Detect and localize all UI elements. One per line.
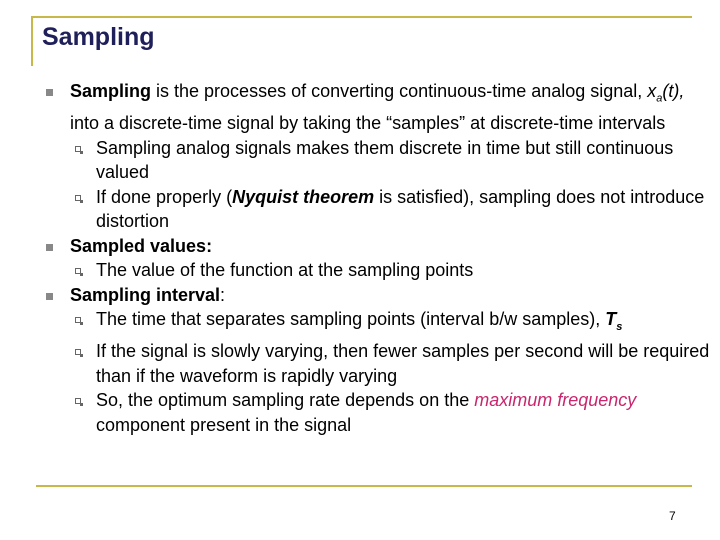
square-bullet-icon [46,244,53,251]
text: component present in the signal [96,414,352,435]
text: If done properly ( [96,186,233,207]
term-sampled-values: Sampled values: [70,235,213,256]
text: Sampling analog signals makes them discrete in time but still continuous valued [96,137,674,183]
text: So, the optimum sampling rate depends on the [96,390,475,411]
sub-bullet-slow-varying [42,339,712,388]
sub-bullet-optimum-rate [42,388,712,437]
text: is the processes of converting continuous-time analog signal, [151,81,648,101]
text: is satisfied), sampling does not introduce distortion [96,186,705,232]
symbol-T-subscript: s [616,320,623,333]
page-number: 7 [669,509,676,523]
sub-bullet-interval-time [42,307,712,339]
bottom-border-line [36,485,692,487]
var-x: x [647,81,657,101]
var-x-arg: (t), [662,81,685,101]
symbol-T: T [605,309,617,330]
hollow-square-bullet-icon [75,195,81,201]
slide-content [42,79,712,437]
sub-bullet-nyquist [42,185,712,234]
bullet-sampling [42,79,712,136]
text: The time that separates sampling points (interval b/w samples), [96,309,606,330]
hollow-square-bullet-icon [75,146,81,152]
hollow-square-bullet-icon [75,349,81,355]
term-sampling-interval: Sampling interval [70,284,221,305]
sub-bullet-value [42,258,712,283]
text: : [220,284,226,305]
bullet-sampled-values [42,234,712,259]
term-nyquist-theorem: Nyquist theorem [232,186,375,207]
bullet-sampling-interval [42,283,712,308]
emphasis-maximum-frequency: maximum frequency [474,390,637,411]
text: If the signal is slowly varying, then fewer samples per second will be required than if the waveform is rapidly varying [96,341,710,386]
sub-bullet-discrete [42,136,712,185]
left-border-line [31,16,33,66]
top-border-line [31,16,692,18]
square-bullet-icon [46,89,53,96]
var-x-subscript: a [656,92,663,105]
slide-title: Sampling [42,23,155,51]
text: The value of the function at the sampling points [96,260,474,281]
hollow-square-bullet-icon [75,398,81,404]
hollow-square-bullet-icon [75,317,81,323]
term-sampling: Sampling [70,81,152,101]
square-bullet-icon [46,293,53,300]
hollow-square-bullet-icon [75,268,81,274]
text: into a discrete-time signal by taking the “samples” at discrete-time intervals [70,113,666,134]
